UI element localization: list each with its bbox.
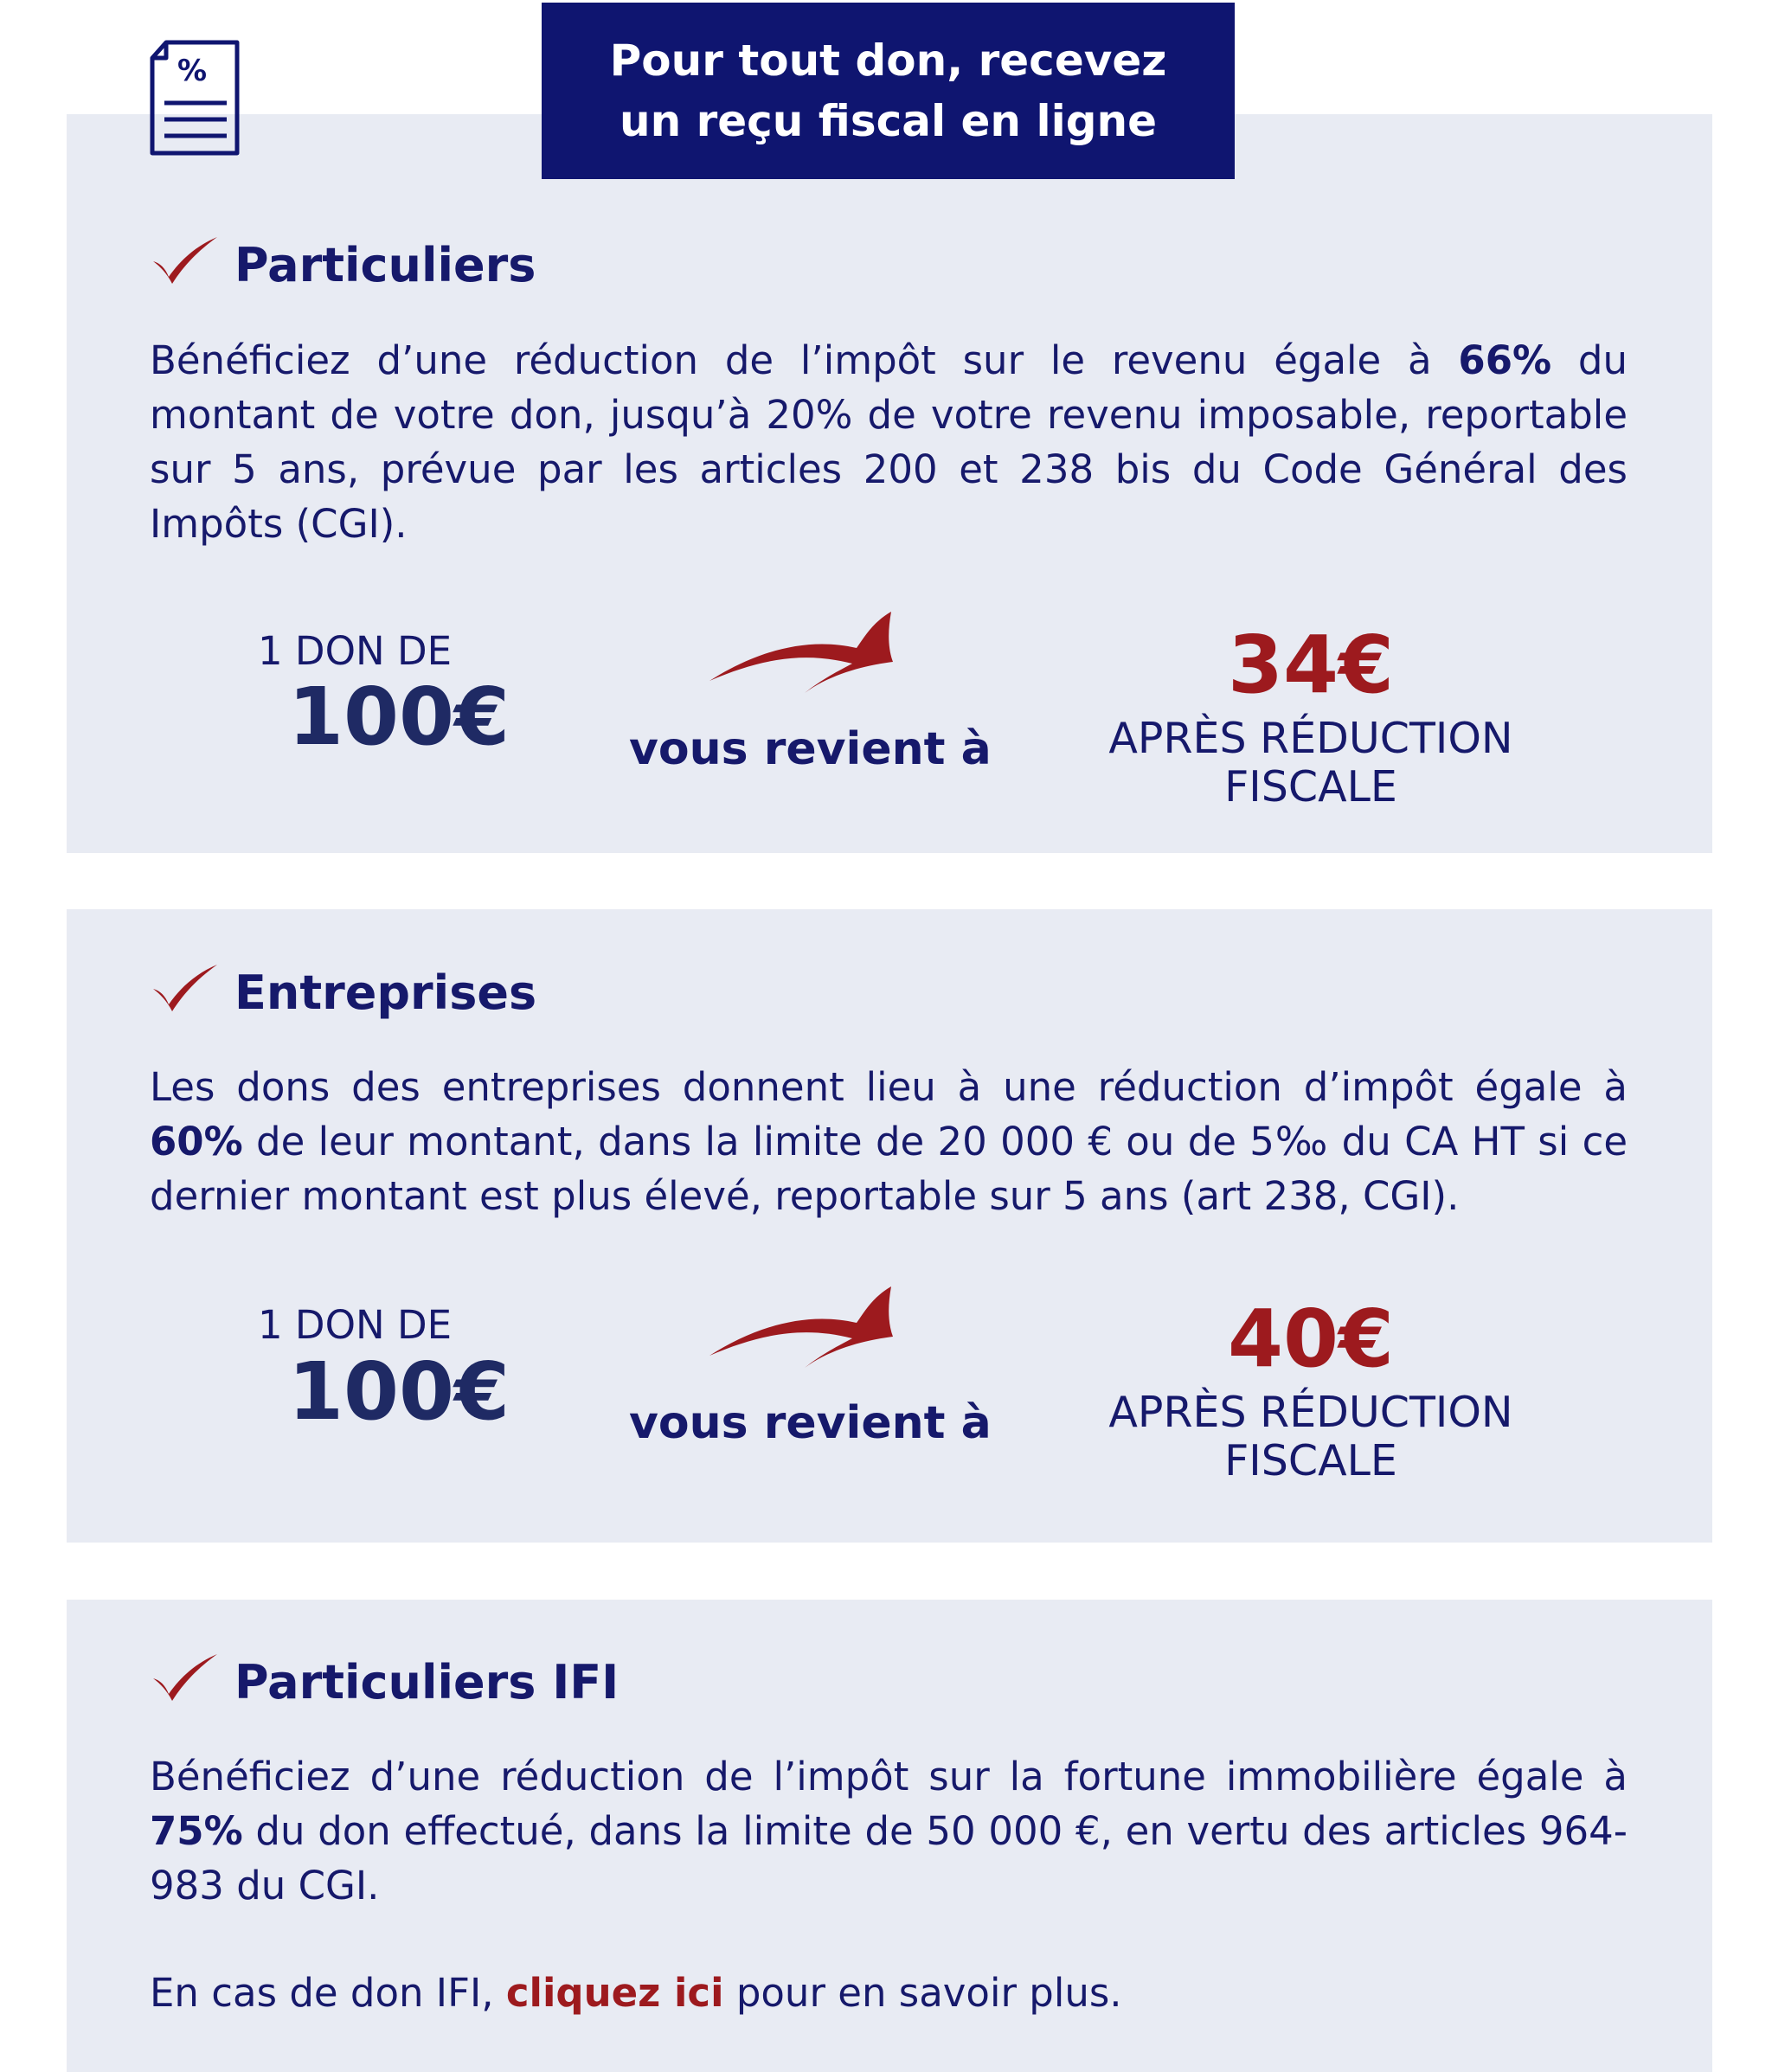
don-amount: 100€ (288, 1345, 510, 1438)
result-caption: APRÈS RÉDUCTION FISCALE (1108, 714, 1513, 811)
rate-highlight: 66% (1458, 337, 1552, 383)
section-paragraph-entreprises: Les dons des entreprises donnent lieu à une réduction d’impôt égale à 60% de leur montant, dans la limite de 20 000 € ou de 5‰ du CA HT si ce dernier montant est plus élevé, reportable sur 5 ans (art 238, CGI). (150, 1064, 1628, 1219)
don-label: 1 DON DE (258, 1302, 453, 1348)
result-amount: 40€ (1227, 1293, 1395, 1385)
result-caption: APRÈS RÉDUCTION FISCALE (1108, 1388, 1513, 1485)
vous-revient-text: vous revient à (629, 1397, 992, 1449)
vous-revient-text: vous revient à (629, 723, 992, 775)
section-title-entreprises (150, 965, 536, 1020)
section-title-particuliers (150, 238, 536, 292)
header-banner (542, 3, 1235, 179)
header-line-2: un reçu fiscal en ligne (619, 96, 1158, 146)
rate-highlight: 60% (150, 1119, 243, 1164)
section-title-ifi (150, 1655, 619, 1710)
section-title-text: Entreprises (234, 965, 537, 1020)
check-icon (150, 1651, 219, 1703)
header-line-1: Pour tout don, recevez (609, 35, 1167, 86)
don-label: 1 DON DE (258, 628, 453, 674)
ifi-cta-paragraph: En cas de don IFI, cliquez ici pour en savoir plus. (150, 1970, 1122, 2016)
arrow-icon (709, 1285, 904, 1371)
check-icon (150, 234, 219, 285)
check-icon (150, 961, 219, 1013)
section-paragraph-ifi: Bénéficiez d’une réduction de l’impôt sur la fortune immobilière égale à 75% du don effectué, dans la limite de 50 000 €, en vertu des articles 964-983 du CGI. (150, 1754, 1628, 1908)
section-title-text: Particuliers IFI (234, 1655, 620, 1710)
rate-highlight: 75% (150, 1808, 243, 1854)
arrow-icon (709, 610, 904, 696)
section-paragraph-particuliers: Bénéficiez d’une réduction de l’impôt sur le revenu égale à 66% du montant de votre don, jusqu’à 20% de votre revenu imposable, reportable sur 5 ans, prévue par les articles 200 et 238 bis du Code Général des Impôts (CGI). (150, 337, 1628, 547)
tax-receipt-icon (147, 39, 242, 157)
cliquez-ici-link[interactable]: cliquez ici (505, 1970, 724, 2016)
percent-symbol: % (177, 54, 208, 88)
don-amount: 100€ (288, 670, 510, 763)
section-title-text: Particuliers (234, 238, 536, 292)
result-amount: 34€ (1227, 619, 1395, 711)
